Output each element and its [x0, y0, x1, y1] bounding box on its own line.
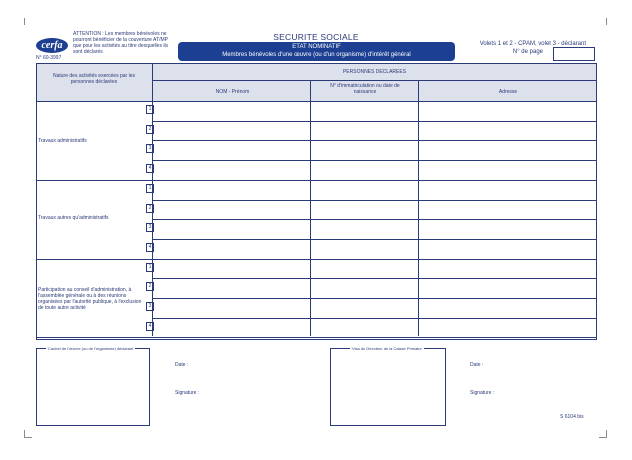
section-label: Travaux administratifs	[38, 138, 87, 145]
attention-note: ATTENTION : Les membres bénévoles ne pourront bénéficier de la couverture AT/MP que pour les activités au titre desquelles ils sont déclarés	[73, 31, 169, 55]
stamp-left-caption: Cachet de l'œuvre (ou de l'organisme) déclarant	[48, 346, 134, 351]
address-field[interactable]	[419, 181, 596, 200]
row-number: 2	[146, 282, 154, 291]
name-field[interactable]	[153, 181, 310, 200]
section-label: Participation au conseil d'administration, à l'assemblée générale ou à des réunions organisées par l'autorité publique, à l'exclusion de toute autre activité	[38, 287, 142, 311]
table-rule	[152, 64, 153, 101]
column-rule	[152, 102, 153, 336]
column-rule	[418, 102, 419, 336]
title-banner	[178, 42, 455, 61]
immat-field[interactable]	[311, 181, 418, 200]
name-field[interactable]	[153, 240, 310, 259]
row-number: 2	[146, 204, 154, 213]
date-label-right: Date :	[470, 362, 484, 368]
name-field[interactable]	[153, 102, 310, 121]
name-field[interactable]	[153, 161, 310, 180]
section-divider	[37, 337, 596, 338]
address-field[interactable]	[419, 279, 596, 298]
cerfa-logo: cerfa	[36, 38, 68, 53]
address-field[interactable]	[419, 161, 596, 180]
immat-field[interactable]	[311, 220, 418, 239]
address-field[interactable]	[419, 201, 596, 220]
address-field[interactable]	[419, 102, 596, 121]
row-number: 3	[146, 144, 154, 153]
stamp-right-caption: Visa du Directeur de la Caisse Primaire	[352, 346, 422, 351]
signature-label-right: Signature :	[470, 390, 495, 396]
table-rule	[418, 81, 419, 101]
immat-field[interactable]	[311, 141, 418, 160]
row-number: 4	[146, 243, 154, 252]
address-field[interactable]	[419, 319, 596, 338]
column-rule	[310, 102, 311, 336]
group-header: PERSONNES DECLAREES	[342, 69, 407, 75]
crop-mark	[24, 18, 25, 25]
address-field[interactable]	[419, 122, 596, 141]
name-field[interactable]	[153, 141, 310, 160]
table-rule	[153, 80, 596, 81]
immat-field[interactable]	[311, 161, 418, 180]
section-label: Travaux autres qu'administratifs	[38, 215, 109, 222]
row-number: 3	[146, 302, 154, 311]
name-field[interactable]	[153, 220, 310, 239]
crop-mark	[24, 437, 32, 438]
row-number: 3	[146, 223, 154, 232]
address-field[interactable]	[419, 299, 596, 318]
immat-field[interactable]	[311, 279, 418, 298]
address-field[interactable]	[419, 260, 596, 279]
address-field[interactable]	[419, 240, 596, 259]
col-name-header: NOM - Prénom	[215, 89, 250, 95]
immat-field[interactable]	[311, 201, 418, 220]
page-number-box[interactable]	[553, 47, 595, 61]
address-field[interactable]	[419, 141, 596, 160]
row-number: 4	[146, 164, 154, 173]
immat-field[interactable]	[311, 102, 418, 121]
immat-field[interactable]	[311, 240, 418, 259]
table-rule	[310, 81, 311, 101]
immat-field[interactable]	[311, 122, 418, 141]
name-field[interactable]	[153, 122, 310, 141]
form-reference: S 6104 bis	[560, 414, 584, 420]
col-address-header: Adresse	[498, 89, 518, 95]
date-label-left: Date :	[175, 362, 189, 368]
row-number: 2	[146, 125, 154, 134]
stamp-box-right[interactable]	[330, 348, 446, 426]
form-title: SECURITE SOCIALE	[273, 32, 359, 42]
row-number: 1	[146, 105, 154, 114]
immat-field[interactable]	[311, 260, 418, 279]
address-field[interactable]	[419, 220, 596, 239]
name-field[interactable]	[153, 319, 310, 338]
page-label: N° de page	[512, 49, 543, 55]
immat-field[interactable]	[311, 299, 418, 318]
row-number: 4	[146, 322, 154, 331]
signature-label-left: Signature :	[175, 390, 200, 396]
crop-mark	[599, 437, 607, 438]
volets-text: Volets 1 et 2 - CPAM, volet 3 - déclarant	[479, 41, 586, 47]
name-field[interactable]	[153, 201, 310, 220]
name-field[interactable]	[153, 299, 310, 318]
col-nature-header: Nature des activités exercées par les personnes déclarées	[53, 73, 135, 85]
cerfa-number: N° 60-3997	[36, 55, 62, 61]
subtitle-membres: Membres bénévoles d'une œuvre (ou d'un organisme) d'intérêt général	[222, 52, 411, 58]
name-field[interactable]	[153, 279, 310, 298]
stamp-box-left[interactable]	[36, 348, 150, 426]
col-immat-header: N° d'immatriculation ou date de naissance	[330, 83, 400, 95]
row-number: 1	[146, 184, 154, 193]
crop-mark	[606, 18, 607, 25]
name-field[interactable]	[153, 260, 310, 279]
row-number: 1	[146, 263, 154, 272]
immat-field[interactable]	[311, 319, 418, 338]
subtitle-etat: ETAT NOMINATIF	[292, 44, 341, 50]
